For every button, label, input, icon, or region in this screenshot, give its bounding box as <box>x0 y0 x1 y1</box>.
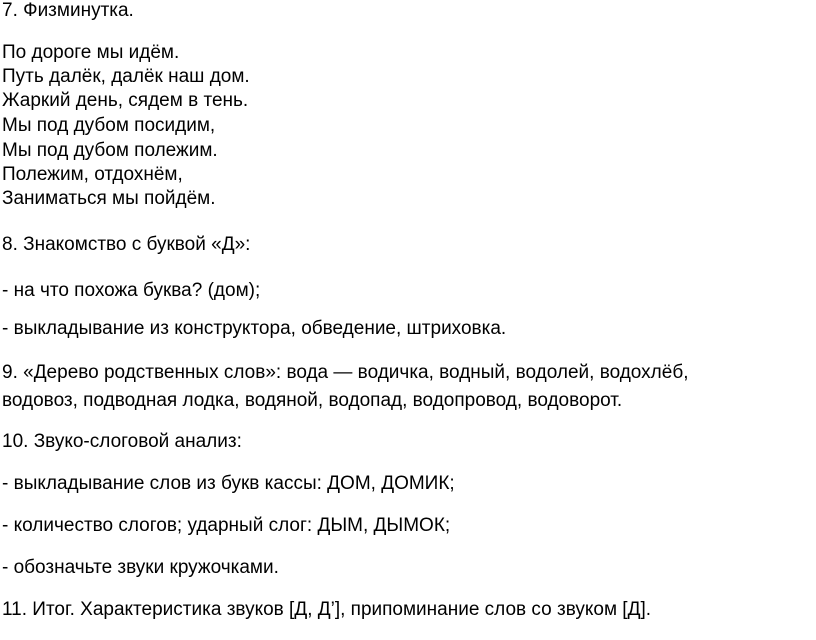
section-8-heading: 8. Знакомство с буквой «Д»: <box>2 234 251 255</box>
section-10-item-2: - количество слогов; ударный слог: ДЫМ, ДЫМОК; <box>2 515 451 536</box>
section-9-line-1: 9. «Дерево родственных слов»: вода — водичка, водный, водолей, водохлёб, <box>2 362 689 383</box>
poem-line-4: Мы под дубом посидим, <box>2 115 216 136</box>
section-8-item-2: - выкладывание из конструктора, обведение, штриховка. <box>2 318 507 339</box>
poem-line-7: Заниматься мы пойдём. <box>2 188 216 209</box>
section-7-heading: 7. Физминутка. <box>2 0 134 21</box>
poem-line-1: По дороге мы идём. <box>2 42 180 63</box>
poem-line-6: Полежим, отдохнём, <box>2 164 183 185</box>
section-8-item-1: - на что похожа буква? (дом); <box>2 280 261 301</box>
poem-line-3: Жаркий день, сядем в тень. <box>2 90 249 111</box>
section-10-heading: 10. Звуко-слоговой анализ: <box>2 431 242 452</box>
poem-line-2: Путь далёк, далёк наш дом. <box>2 66 250 87</box>
section-11-summary: 11. Итог. Характеристика звуков [Д, Д’], припоминание слов со звуком [Д]. <box>2 599 652 620</box>
section-10-item-3: - обозначьте звуки кружочками. <box>2 557 279 578</box>
poem-line-5: Мы под дубом полежим. <box>2 140 218 161</box>
section-9-line-2: водовоз, подводная лодка, водяной, водопад, водопровод, водоворот. <box>2 390 623 411</box>
section-10-item-1: - выкладывание слов из букв кассы: ДОМ, ДОМИК; <box>2 473 455 494</box>
